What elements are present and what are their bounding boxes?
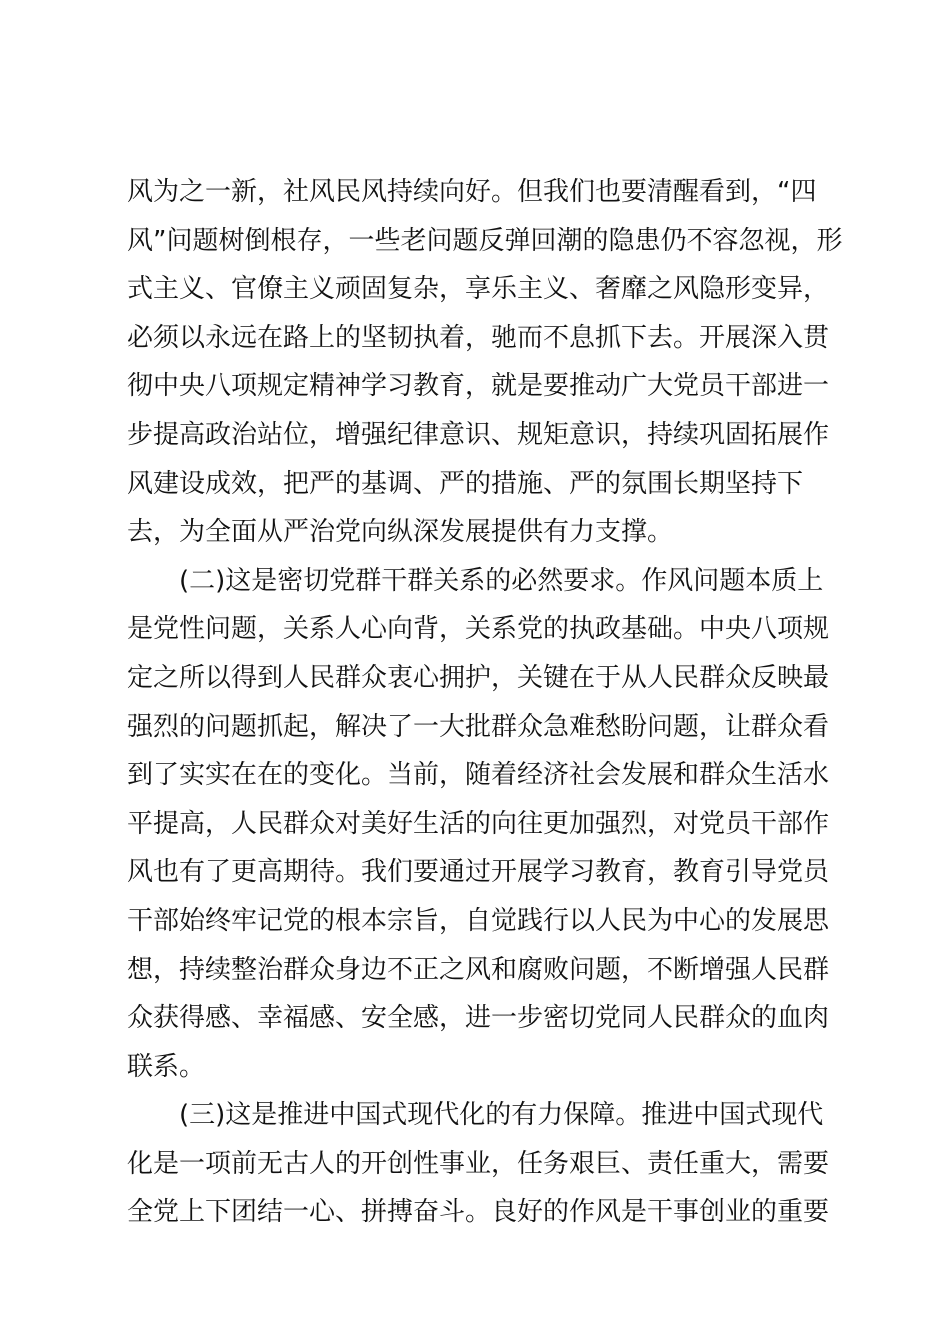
text-line: 彻中央八项规定精神学习教育，就是要推动广大党员干部进一 <box>127 371 830 402</box>
text-line: 风也有了更高期待。我们要通过开展学习教育，教育引导党员 <box>127 857 830 888</box>
text-line: 式主义、官僚主义顽固复杂，享乐主义、奢靡之风隐形变异， <box>127 274 830 305</box>
text-line: 全党上下团结一心、拼搏奋斗。良好的作风是干事创业的重要 <box>127 1197 830 1228</box>
text-line: 想，持续整治群众身边不正之风和腐败问题，不断增强人民群 <box>127 954 830 985</box>
text-line: 平提高，人民群众对美好生活的向往更加强烈，对党员干部作 <box>127 808 830 839</box>
text-line: 定之所以得到人民群众衷心拥护，关键在于从人民群众反映最 <box>127 662 830 693</box>
text-line: 风”问题树倒根存，一些老问题反弹回潮的隐患仍不容忽视，形 <box>127 225 843 256</box>
text-line: 化是一项前无古人的开创性事业，任务艰巨、责任重大，需要 <box>127 1148 830 1179</box>
text-line: 步提高政治站位，增强纪律意识、规矩意识，持续巩固拓展作 <box>127 419 830 450</box>
body-text <box>127 168 843 1237</box>
text-line: 众获得感、幸福感、安全感，进一步密切党同人民群众的血肉 <box>127 1003 830 1034</box>
text-line: 到了实实在在的变化。当前，随着经济社会发展和群众生活水 <box>127 760 830 791</box>
text-line: 强烈的问题抓起，解决了一大批群众急难愁盼问题，让群众看 <box>127 711 830 742</box>
text-line: 是党性问题，关系人心向背，关系党的执政基础。中央八项规 <box>127 614 830 645</box>
text-line: 联系。 <box>127 1051 206 1082</box>
text-line: 干部始终牢记党的根本宗旨，自觉践行以人民为中心的发展思 <box>127 905 830 936</box>
text-line: 风建设成效，把严的基调、严的措施、严的氛围长期坚持下 <box>127 468 804 499</box>
text-line: 风为之一新，社风民风持续向好。但我们也要清醒看到，“四 <box>127 177 817 207</box>
text-line: 去，为全面从严治党向纵深发展提供有力支撑。 <box>127 517 674 548</box>
section-three-heading-line: (三)这是推进中国式现代化的有力保障。推进中国式现代 <box>179 1100 824 1131</box>
text-line: 必须以永远在路上的坚韧执着，驰而不息抓下去。开展深入贯 <box>127 322 830 353</box>
section-two-heading-line: (二)这是密切党群干群关系的必然要求。作风问题本质上 <box>179 565 824 596</box>
